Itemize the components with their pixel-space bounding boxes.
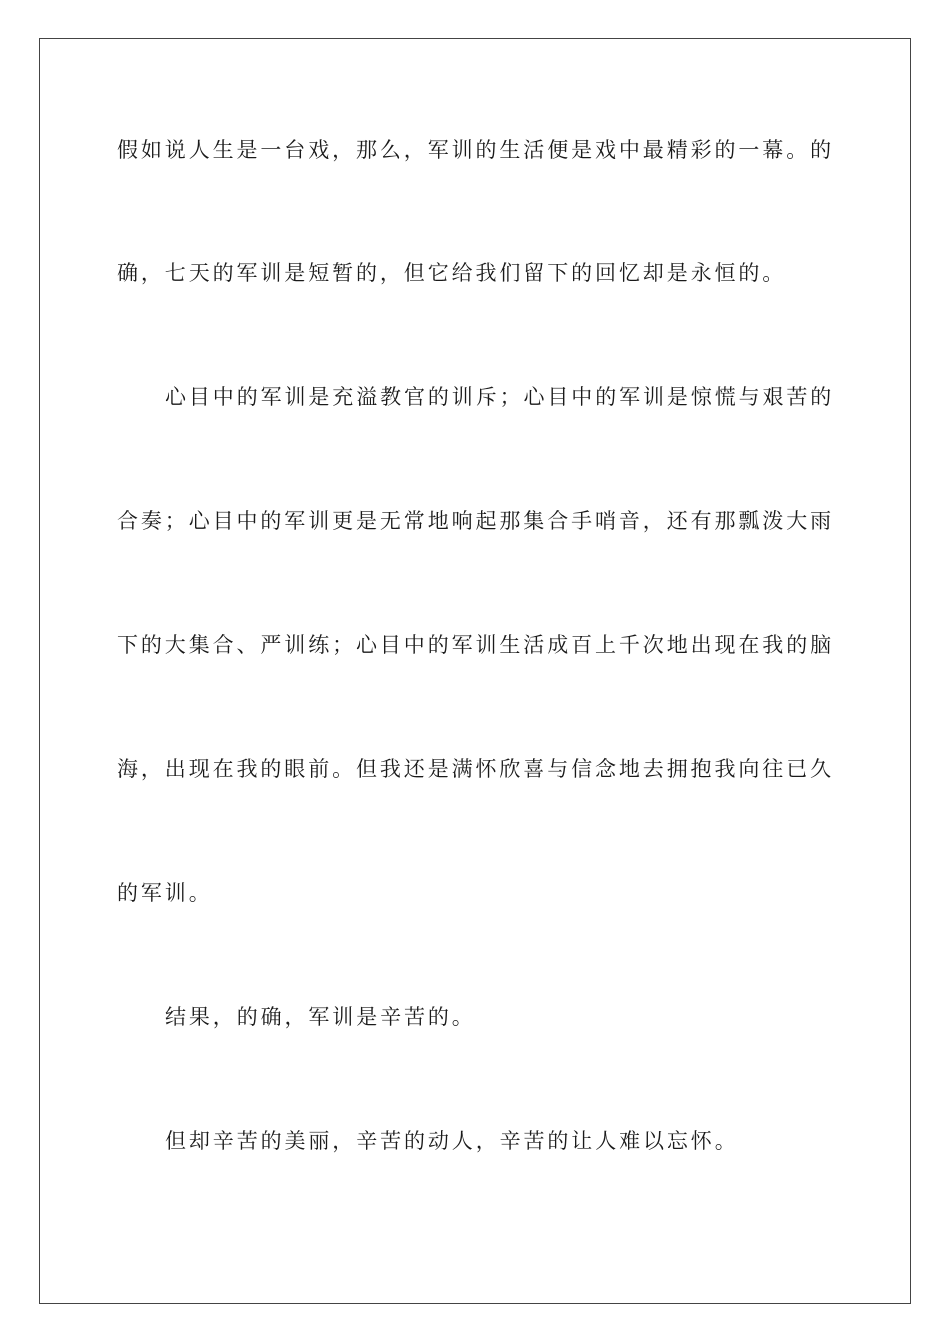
paragraph-line: 确，七天的军训是短暂的，但它给我们留下的回忆却是永恒的。 xyxy=(117,261,787,285)
paragraph-line: 合奏；心目中的军训更是无常地响起那集合手哨音，还有那瓢泼大雨 xyxy=(117,509,834,533)
paragraph-line: 结果，的确，军训是辛苦的。 xyxy=(165,1005,476,1029)
page-frame xyxy=(39,38,911,1304)
paragraph-line: 海，出现在我的眼前。但我还是满怀欣喜与信念地去拥抱我向往已久 xyxy=(117,757,834,781)
paragraph-line: 下的大集合、严训练；心目中的军训生活成百上千次地出现在我的脑 xyxy=(117,633,834,657)
paragraph-line: 心目中的军训是充溢教官的训斥；心目中的军训是惊慌与艰苦的 xyxy=(165,385,835,409)
paragraph-line: 的军训。 xyxy=(117,881,213,905)
paragraph-line: 假如说人生是一台戏，那么，军训的生活便是戏中最精彩的一幕。的 xyxy=(117,138,834,162)
paragraph-line: 但却辛苦的美丽，辛苦的动人，辛苦的让人难以忘怀。 xyxy=(165,1129,739,1153)
